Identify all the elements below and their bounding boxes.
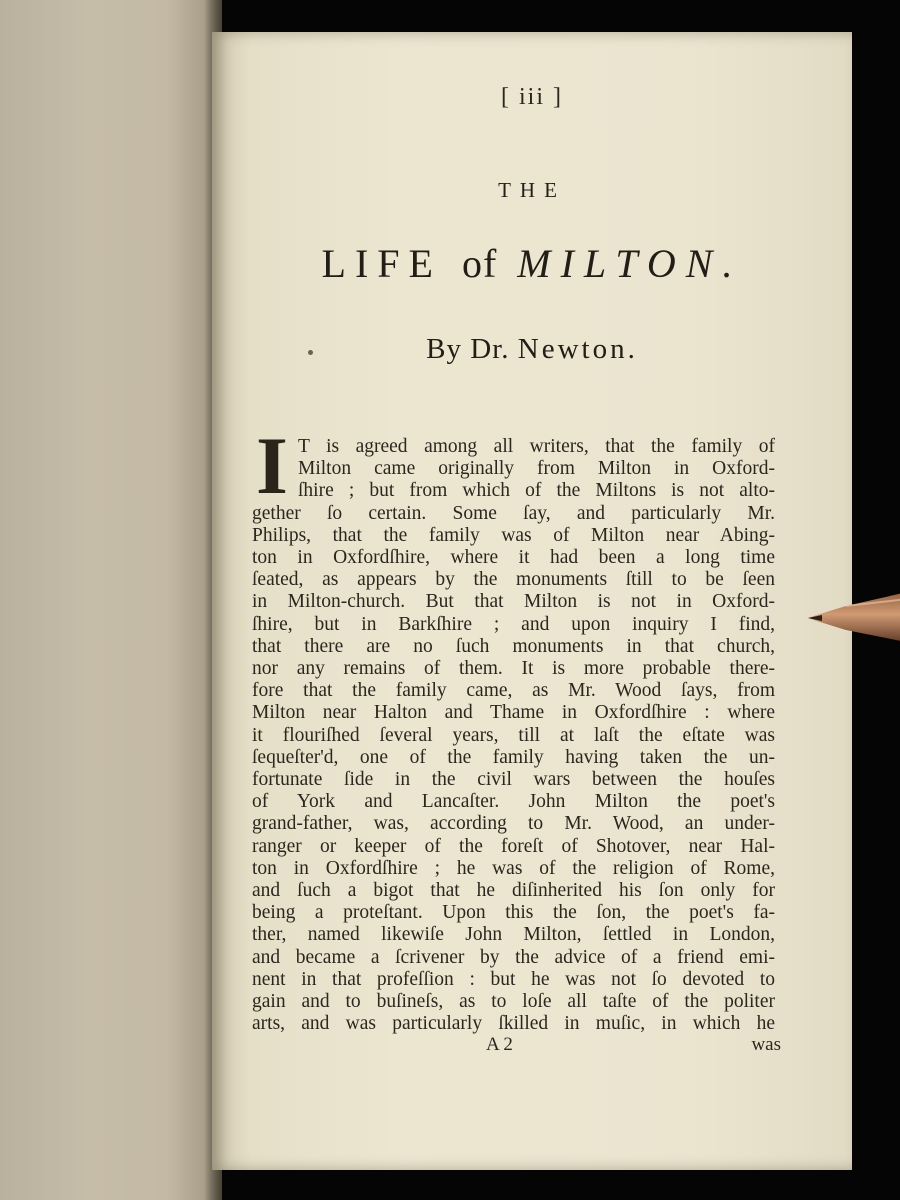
text-line: ton in Oxfordſhire, where it had been a long time [252, 547, 775, 568]
text-line: ſhire, but in Barkſhire ; and upon inquiry I find, [252, 613, 775, 635]
title-of: of [461, 241, 498, 286]
text-line: and ſuch a bigot that he diſinherited his ſon only for [252, 880, 775, 901]
byline [212, 333, 852, 366]
text-line: in Milton-church. But that Milton is not in Oxford- [252, 591, 775, 613]
byline-prefix: By Dr. [426, 333, 510, 365]
catchword: was [751, 1034, 781, 1055]
text-line: ton in Oxfordſhire ; he was of the religion of Rome, [252, 857, 775, 879]
text-line: it flouriſhed ſeveral years, till at laſt the eſtate was [252, 724, 775, 746]
text-line: arts, and was particularly ſkilled in muſic, in which he [252, 1013, 775, 1035]
byline-author: Newton. [517, 333, 638, 365]
title-life: LIFE [321, 241, 442, 286]
text-line: being a proteſtant. Upon this the ſon, the poet's fa- [252, 902, 775, 924]
text-line: ſeated, as appears by the monuments ſtill to be ſeen [252, 569, 775, 591]
text-line: Milton came originally from Milton in Oxford- [298, 458, 775, 480]
page-title [252, 240, 812, 287]
text-line: T is agreed among all writers, that the family of [298, 436, 775, 457]
text-line: gether ſo certain. Some ſay, and particularly Mr. [252, 502, 775, 524]
text-line: ſequeſter'd, one of the family having taken the un- [252, 746, 775, 768]
text-line: gain and to buſineſs, as to loſe all taſte of the politer [252, 991, 775, 1012]
page-number: [ iii ] [501, 84, 563, 110]
text-line: Philips, that the family was of Milton near Abing- [252, 524, 775, 546]
text-line: fore that the family came, as Mr. Wood ſays, from [252, 680, 775, 702]
text-line: nent in that profeſſion : but he was not ſo devoted to [252, 968, 775, 990]
text-line: nor any remains of them. It is more probable there- [252, 658, 775, 679]
text-line: fortunate ſide in the civil wars between the houſes [252, 769, 775, 790]
text-line: of York and Lancaſter. John Milton the poet's [252, 791, 775, 813]
text-line: ranger or keeper of the foreſt of Shotover, near Hal- [252, 835, 775, 857]
text-line: that there are no ſuch monuments in that church, [252, 635, 775, 657]
title-the: THE [498, 178, 566, 202]
left-page [0, 0, 222, 1200]
signature-mark: A 2 [486, 1034, 513, 1055]
text-line: and became a ſcrivener by the advice of a friend emi- [252, 946, 775, 968]
drop-cap: I [256, 420, 288, 511]
text-line: ſhire ; but from which of the Miltons is not alto- [298, 480, 775, 502]
text-line: ther, named likewiſe John Milton, ſettled in London, [252, 924, 775, 946]
book-page [212, 32, 852, 1170]
pencil-tip-icon [806, 588, 900, 646]
text-line: grand-father, was, according to Mr. Wood, an under- [252, 813, 775, 835]
title-milton: MILTON. [517, 241, 743, 286]
text-line: Milton near Halton and Thame in Oxfordſhire : where [252, 702, 775, 724]
